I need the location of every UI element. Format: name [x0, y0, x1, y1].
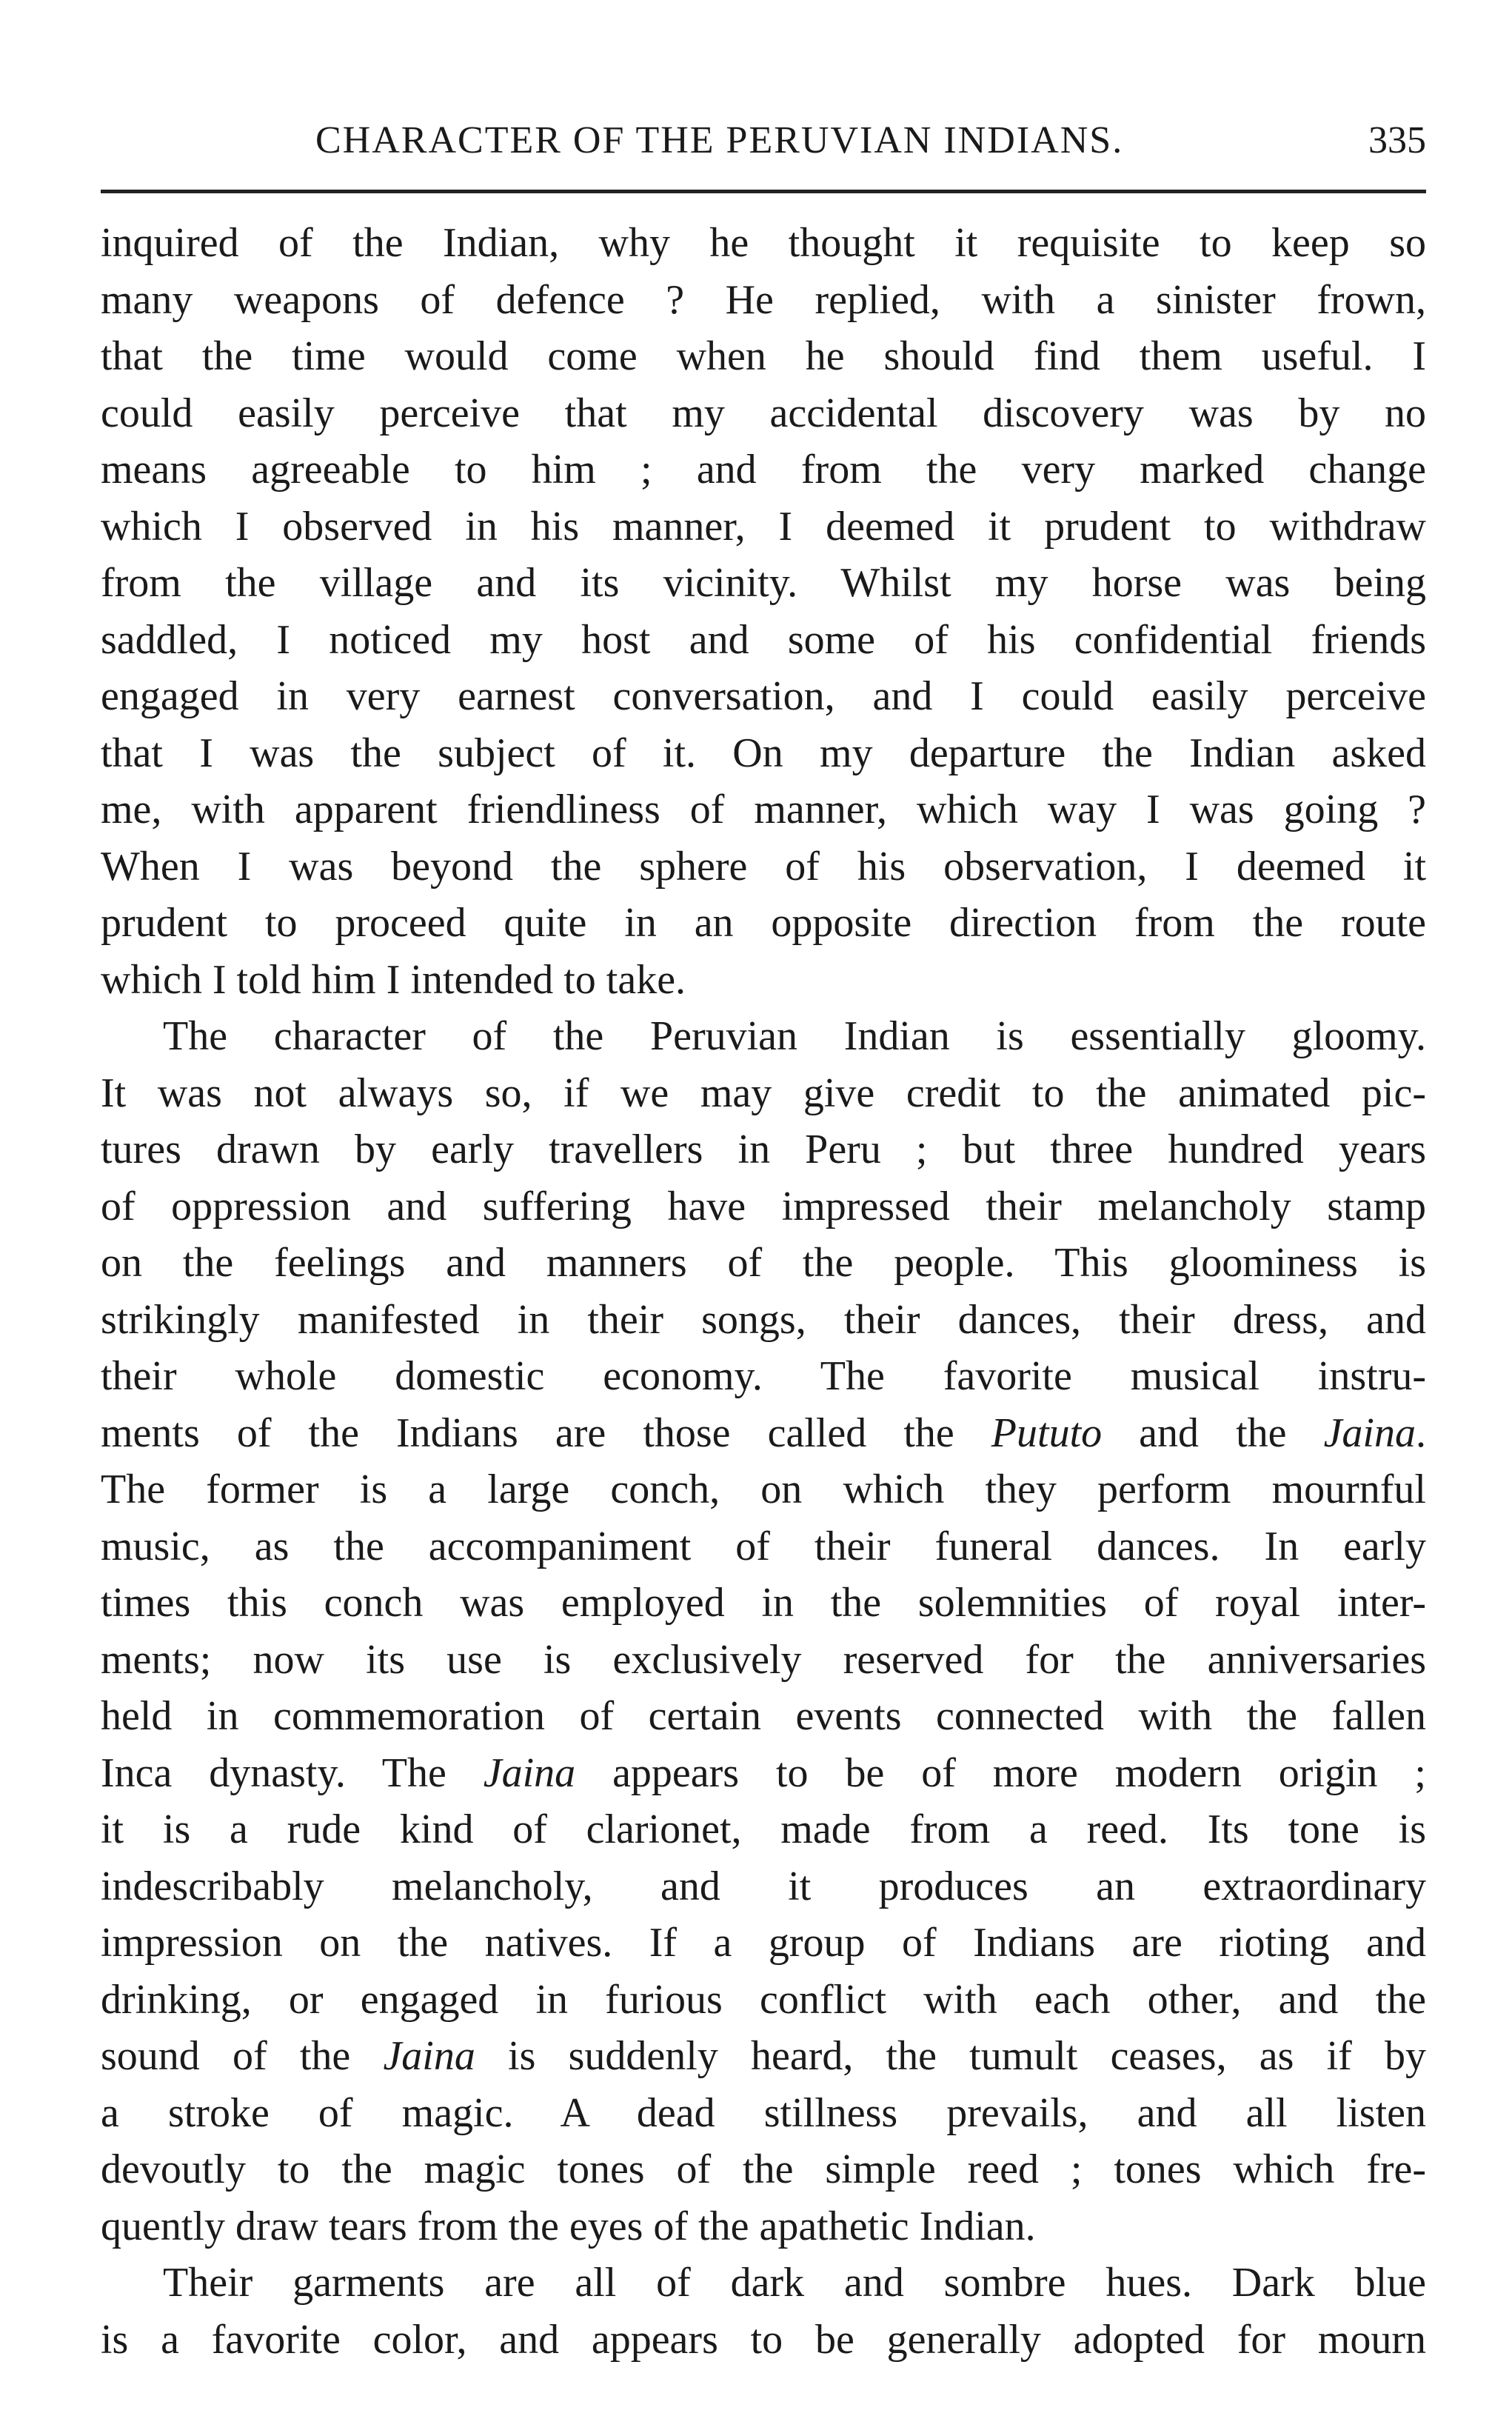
text-line: could easily perceive that my accidental discovery was by no — [101, 390, 1426, 436]
text-line: inquired of the Indian, why he thought it requisite to keep so — [101, 220, 1426, 266]
text-line: that the time would come when he should find them useful. I — [101, 333, 1426, 379]
text-line: means agreeable to him ; and from the very marked change — [101, 447, 1426, 493]
text-line: which I told him I intended to take. — [101, 956, 686, 1003]
body-text — [101, 215, 1426, 2368]
text-line: quently draw tears from the eyes of the apathetic Indian. — [101, 2203, 1036, 2249]
text-line: a stroke of magic. A dead stillness prevails, and all listen — [101, 2089, 1426, 2136]
text-line: saddled, I noticed my host and some of his confidential friends — [101, 616, 1426, 663]
paragraph — [101, 1008, 1426, 2255]
text-line: When I was beyond the sphere of his observation, I deemed it — [101, 843, 1426, 890]
text-line: ments of the Indians are those called the Pututo and the Jaina. — [101, 1409, 1426, 1456]
page-number: 335 — [1368, 119, 1426, 161]
text-line: impression on the natives. If a group of Indians are rioting and — [101, 1920, 1426, 1966]
text-line: their whole domestic economy. The favorite musical instru- — [101, 1353, 1426, 1399]
text-line: drinking, or engaged in furious conflict with each other, and the — [101, 1976, 1426, 2023]
text-line: strikingly manifested in their songs, their dances, their dress, and — [101, 1296, 1426, 1343]
text-line: It was not always so, if we may give credit to the animated pic- — [101, 1069, 1426, 1116]
text-line: me, with apparent friendliness of manner, which way I was going ? — [101, 787, 1426, 832]
text-line: tures drawn by early travellers in Peru ; but three hundred years — [101, 1127, 1426, 1172]
text-line: prudent to proceed quite in an opposite direction from the route — [101, 900, 1426, 946]
text-line: The character of the Peruvian Indian is essentially gloomy. — [163, 1013, 1426, 1059]
text-line: held in commemoration of certain events connected with the fallen — [101, 1693, 1426, 1739]
text-line: from the village and its vicinity. Whilst my horse was being — [101, 560, 1426, 606]
text-line: many weapons of defence ? He replied, with a sinister frown, — [101, 276, 1426, 323]
paragraph — [101, 215, 1426, 1008]
text-line: that I was the subject of it. On my departure the Indian asked — [101, 730, 1426, 776]
text-line: on the feelings and manners of the people. This gloominess is — [101, 1240, 1426, 1286]
running-head: CHARACTER OF THE PERUVIAN INDIANS. — [315, 119, 1124, 161]
text-line: devoutly to the magic tones of the simple reed ; tones which fre- — [101, 2146, 1426, 2192]
text-line: music, as the accompaniment of their funeral dances. In early — [101, 1523, 1426, 1569]
text-line: Inca dynasty. The Jaina appears to be of more modern origin ; — [101, 1749, 1426, 1796]
paragraph — [101, 2255, 1426, 2368]
text-line: engaged in very earnest conversation, and I could easily perceive — [101, 673, 1426, 719]
text-line: Their garments are all of dark and sombre hues. Dark blue — [163, 2260, 1426, 2306]
text-line: which I observed in his manner, I deemed it prudent to withdraw — [101, 503, 1426, 550]
text-line: of oppression and suffering have impressed their melancholy stamp — [101, 1183, 1426, 1229]
text-line: it is a rude kind of clarionet, made from a reed. Its tone is — [101, 1806, 1426, 1852]
page-header — [101, 119, 1426, 170]
header-rule — [101, 190, 1426, 193]
text-line: ments; now its use is exclusively reserved for the anniversaries — [101, 1636, 1426, 1683]
text-line: times this conch was employed in the solemnities of royal inter- — [101, 1580, 1426, 1626]
text-line: sound of the Jaina is suddenly heard, the tumult ceases, as if by — [101, 2033, 1426, 2079]
text-line: The former is a large conch, on which they perform mournful — [101, 1466, 1426, 1512]
text-line: is a favorite color, and appears to be generally adopted for mourn — [101, 2316, 1426, 2363]
text-line: indescribably melancholy, and it produces an extraordinary — [101, 1863, 1426, 1909]
